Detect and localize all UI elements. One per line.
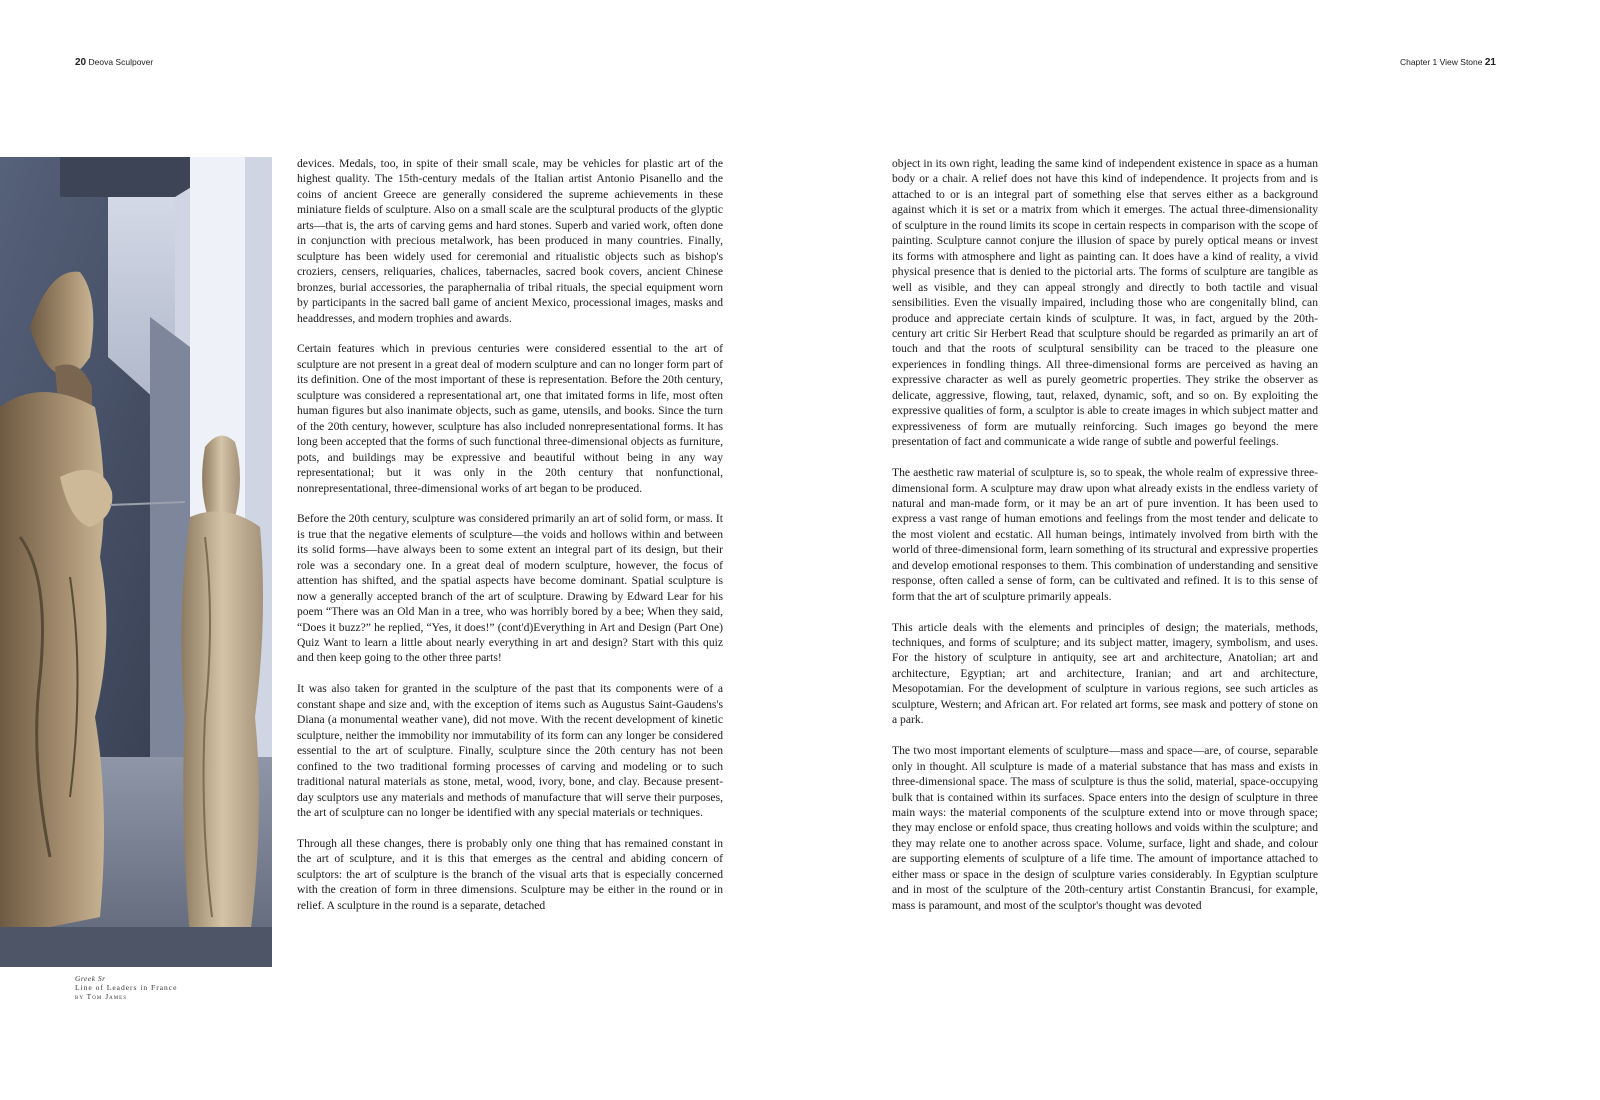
paragraph: The aesthetic raw material of sculpture is, so to speak, the whole realm of expressive three-dimensional form. A sculpture may draw upon what already exists in the endless variety of natural and man-made form, or it may be an art of pure invention. It has been used to express a vast range of human emotions and feelings from the most tender and delicate to the most violent and ecstatic. All human beings, intimately involved from birth with the world of three-dimensional form, learn something of its structural and expressive properties and develop emotional responses to them. This combination of understanding and sensitive response, often called a sense of form, can be cultivated and refined. It is to this sense of form that the art of sculpture primarily appeals.	[892, 466, 1318, 603]
paragraph: Certain features which in previous centuries were considered essential to the art of sculpture are not present in a great deal of modern sculpture and can no longer form part of its definition. One of the most important of these is representation. Before the 20th century, sculpture was considered a representational art, one that imitated forms in life, most often human figures but also inanimate objects, such as game, utensils, and books. Since the turn of the 20th century, however, sculpture has also included nonrepresentational forms. It has long been accepted that the forms of such functional three-dimensional objects as furniture, pots, and buildings may be expressive and beautiful without being in any way representational; but it was only in the 20th century that nonfunctional, nonrepresentational, three-dimensional works of art began to be produced.	[297, 342, 723, 495]
paragraph: object in its own right, leading the same kind of independent existence in space as a human body or a chair. A relief does not have this kind of independence. It projects from and is attached to or is an integral part of something else that serves either as a background against which it is set or a matrix from which it emerges. The actual three-dimensionality of sculpture in the round limits its scope in certain respects in comparison with the scope of painting. Sculpture cannot conjure the illusion of space by purely optical means or invest its forms with atmosphere and light as painting can. It does have a kind of reality, a vivid physical presence that is denied to the pictorial arts. The forms of sculpture are tangible as well as visible, and they can appeal strongly and directly to both tactile and visual sensibilities. Even the visually impaired, including those who are congenitally blind, can produce and appreciate certain kinds of sculpture. It was, in fact, argued by the 20th-century art critic Sir Herbert Read that sculpture should be regarded as primarily an art of touch and that the roots of sculptural sensibility can be traced to the pleasure one experiences in fondling things. All three-dimensional forms are perceived as having an expressive character as well as purely geometric properties. They strike the observer as delicate, aggressive, flowing, taut, relaxed, dynamic, soft, and so on. By exploiting the expressive qualities of form, a sculptor is able to create images in which subject matter and expressiveness of form are mutually reinforcing. Such images go beyond the mere presentation of fact and communicate a wide range of subtle and powerful feelings.	[892, 157, 1318, 449]
paragraph: It was also taken for granted in the sculpture of the past that its components were of a constant shape and size and, with the exception of items such as Augustus Saint-Gaudens's Diana (a monumental weather vane), did not move. With the recent development of kinetic sculpture, neither the immobility nor immutability of its form can any longer be considered essential to the art of sculpture. Finally, sculpture since the 20th century has not been confined to the two traditional forming processes of carving and modeling or to such traditional natural materials as stone, metal, wood, ivory, bone, and clay. Because present-day sculptors use any materials and methods of manufacture that will serve their purposes, the art of sculpture can no longer be identified with any special materials or techniques.	[297, 682, 723, 819]
running-title-left: Deova Sculpover	[88, 57, 154, 67]
caption-subtitle: Line of Leaders in France	[75, 983, 178, 992]
page-header-left	[75, 57, 153, 68]
sculpture-photo-graphic	[0, 157, 272, 967]
caption-title: Greek Sr	[75, 974, 106, 983]
running-title-right: Chapter 1 View Stone	[1399, 57, 1483, 67]
page-number-right: 21	[1484, 57, 1496, 68]
page-header-right	[1400, 57, 1496, 68]
sculpture-photo	[0, 157, 272, 967]
paragraph: devices. Medals, too, in spite of their small scale, may be vehicles for plastic art of the highest quality. The 15th-century medals of the Italian artist Antonio Pisanello and the coins of ancient Greece are generally considered the supreme achievements in these miniature fields of sculpture. Also on a small scale are the sculptural products of the glyptic arts—that is, the arts of carving gems and hard stones. Superb and varied work, often done in conjunction with precious metalwork, has been produced in many countries. Finally, sculpture has been widely used for ceremonial and ritualistic objects such as bishop's croziers, censers, reliquaries, chalices, tabernacles, sacred book covers, ancient Chinese bronzes, burial accessories, the paraphernalia of tribal rituals, the special equipment worn by participants in the sacred ball game of ancient Mexico, processional images, masks and headdresses, and modern trophies and awards.	[297, 157, 723, 325]
caption-credit: by Tom James	[75, 992, 128, 1001]
paragraph: This article deals with the elements and principles of design; the materials, methods, techniques, and forms of sculpture; and its subject matter, imagery, symbolism, and uses. For the history of sculpture in antiquity, see art and architecture, Anatolian; art and architecture, Egyptian; art and architecture, Iranian; and art and architecture, Mesopotamian. For the development of sculpture in various regions, see such articles as sculpture, Western; and African art. For related art forms, see mask and pottery of stone on a park.	[892, 620, 1318, 727]
paragraph: The two most important elements of sculpture—mass and space—are, of course, separable only in thought. All sculpture is made of a material substance that has mass and exists in three-dimensional space. The mass of sculpture is thus the solid, material, space-occupying bulk that is contained within its surfaces. Space enters into the design of sculpture in three main ways: the material components of the sculpture extend into or move through space; they may enclose or enfold space, thus creating hollows and voids within the sculpture; and they may relate one to another across space. Volume, surface, light and shade, and colour are supporting elements of sculpture of a life time. The amount of importance attached to either mass or space in the design of sculpture varies considerably. In Egyptian sculpture and in most of the sculpture of the 20th-century artist Constantin Brancusi, for example, mass is paramount, and most of the sculptor's thought was devoted	[892, 744, 1318, 912]
photo-caption	[75, 974, 177, 1001]
paragraph: Before the 20th century, sculpture was considered primarily an art of solid form, or mass. It is true that the negative elements of sculpture—the voids and hollows within and between its solid forms—have always been to some extent an integral part of its design, but their role was a secondary one. In a great deal of modern sculpture, however, the focus of attention has shifted, and the spatial aspects have become dominant. Spatial sculpture is now a generally accepted branch of the art of sculpture. Drawing by Edward Lear for his poem “There was an Old Man in a tree, who was horribly bored by a bee; When they said, “Does it buzz?” he replied, “Yes, it does!” (cont'd)Everything in Art and Design (Part One) Quiz Want to learn a little about nearly everything in art and design? Start with this quiz and then keep going to the other three parts!	[297, 512, 723, 665]
page-number-left: 20	[75, 57, 87, 68]
paragraph: Through all these changes, there is probably only one thing that has remained constant in the art of sculpture, and it is this that emerges as the central and abiding concern of sculptors: the art of sculpture is the branch of the visual arts that is especially concerned with the creation of form in three dimensions. Sculpture may be either in the round or in relief. A sculpture in the round is a separate, detached	[297, 836, 723, 912]
right-page-body	[892, 156, 1318, 929]
left-page-body	[297, 156, 723, 929]
